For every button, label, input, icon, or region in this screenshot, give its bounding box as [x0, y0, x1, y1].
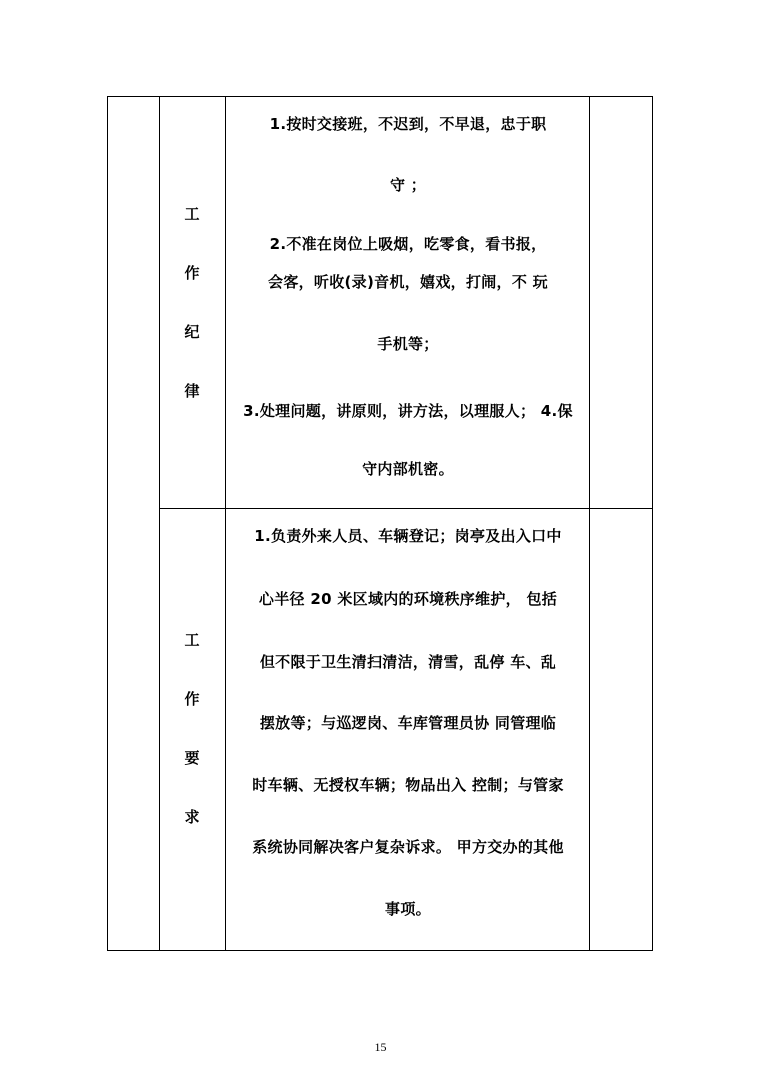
- row-label-char: 求: [184, 808, 200, 826]
- row-label-work-requirements: [159, 508, 225, 950]
- page-number: 15: [374, 1040, 387, 1054]
- row-label-char: 工: [184, 631, 200, 649]
- row-label-char: 要: [184, 749, 200, 767]
- content-line: 摆放等；与巡逻岗、车库管理员协 同管理临: [259, 714, 557, 732]
- content-line: 心半径 20 米区域内的环境秩序维护， 包括: [258, 590, 558, 608]
- row-label-char: 作: [184, 263, 200, 282]
- row-label-char: 纪: [184, 322, 200, 341]
- row-label-char: 律: [184, 381, 200, 400]
- content-line: 3.处理问题，讲原则，讲方法，以理服人； 4.保: [243, 402, 573, 420]
- row-content-work-requirements: [226, 508, 590, 950]
- row-label-char: 工: [184, 204, 200, 223]
- content-line: 会客，听收(录)音机，嬉戏，打闹，不 玩: [268, 273, 548, 291]
- content-line: 事项。: [385, 900, 431, 918]
- duty-table: [107, 96, 653, 951]
- content-line: 1.负责外来人员、车辆登记；岗亭及出入口中: [254, 527, 562, 545]
- content-line: 但不限于卫生清扫清洁，清雪，乱停 车、乱: [259, 653, 557, 671]
- row-label-work-discipline: [159, 97, 225, 508]
- content-line: 2.不准在岗位上吸烟，吃零食，看书报，: [269, 235, 547, 253]
- content-line: 系统协同解决客户复杂诉求。 甲方交办的其他: [252, 838, 564, 856]
- row-content-work-discipline: [226, 97, 590, 508]
- content-line: 守内部机密。: [362, 460, 454, 478]
- content-line: 手机等；: [377, 335, 439, 353]
- content-line: 守 ；: [389, 176, 427, 194]
- content-line: 时车辆、无授权车辆；物品出入 控制；与管家: [252, 776, 564, 794]
- row-label-char: 作: [184, 690, 200, 708]
- content-line: 1.按时交接班，不迟到，不早退，忠于职: [269, 115, 547, 133]
